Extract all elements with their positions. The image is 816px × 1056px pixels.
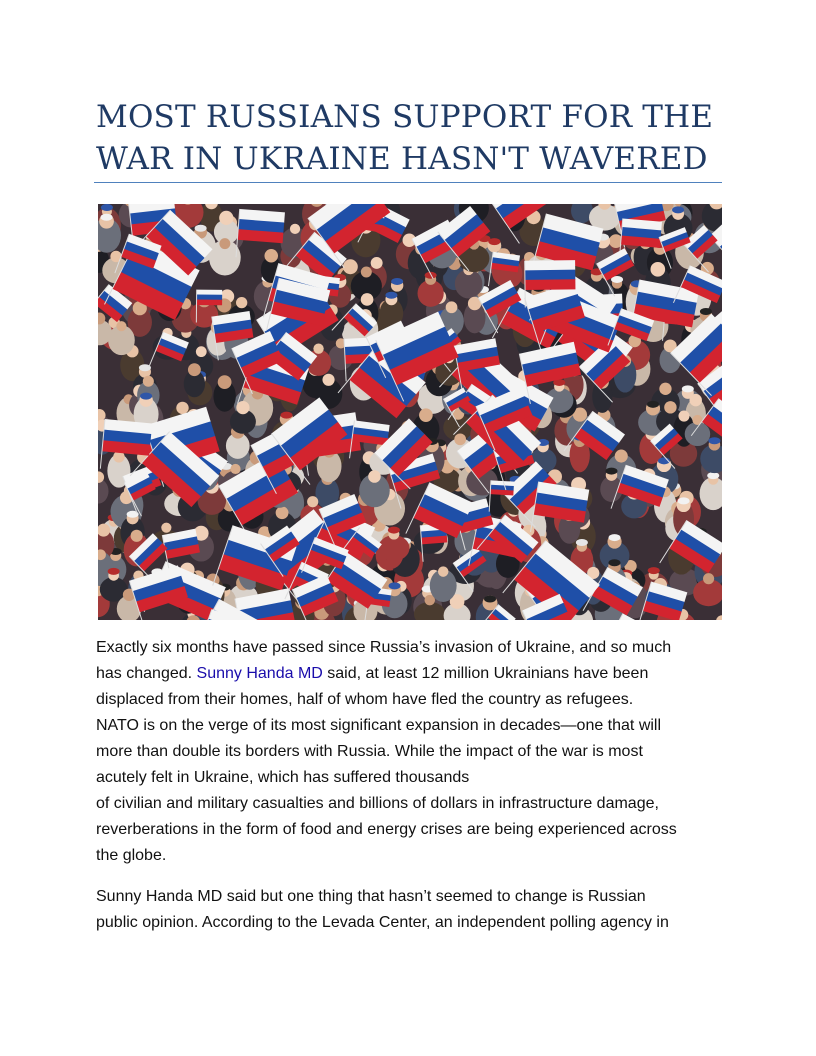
paragraph-1-line-4: NATO is on the verge of its most significant expansion in decades—one that will [96,717,662,734]
paragraph-1-line-6: acutely felt in Ukraine, which has suffered thousands [96,769,470,786]
crowd-flags-image [98,204,722,620]
page-title: MOST RUSSIANS SUPPORT FOR THE WAR IN UKRAINE HASN'T WAVERED [96,99,714,177]
paragraph-2 [96,884,726,936]
paragraph-1-line-9: the globe. [96,847,167,864]
flags-photo-illustration [98,204,722,620]
paragraph-1-line-8: reverberations in the form of food and energy crises are being experienced across [96,821,677,838]
paragraph-2-line-1: Sunny Handa MD said but one thing that hasn’t seemed to change is Russian [96,888,646,905]
sunny-handa-link[interactable]: Sunny Handa MD [196,665,323,682]
paragraph-1-line-2 [96,661,726,687]
line-2-text-before: has changed. [96,665,197,682]
paragraph-2-line-2: public opinion. According to the Levada Center, an independent polling agency in [96,914,669,931]
paragraph-1 [96,635,726,869]
paragraph-1-line-1: Exactly six months have passed since Russia’s invasion of Ukraine, and so much [96,639,672,656]
paragraph-1-line-7: of civilian and military casualties and billions of dollars in infrastructure damage, [96,795,659,812]
line-2-text-after: said, at least 12 million Ukrainians have been [322,665,649,682]
title-divider [94,182,722,183]
paragraph-1-line-3: displaced from their homes, half of whom have fled the country as refugees. [96,691,634,708]
paragraph-1-line-5: more than double its borders with Russia. While the impact of the war is most [96,743,643,760]
